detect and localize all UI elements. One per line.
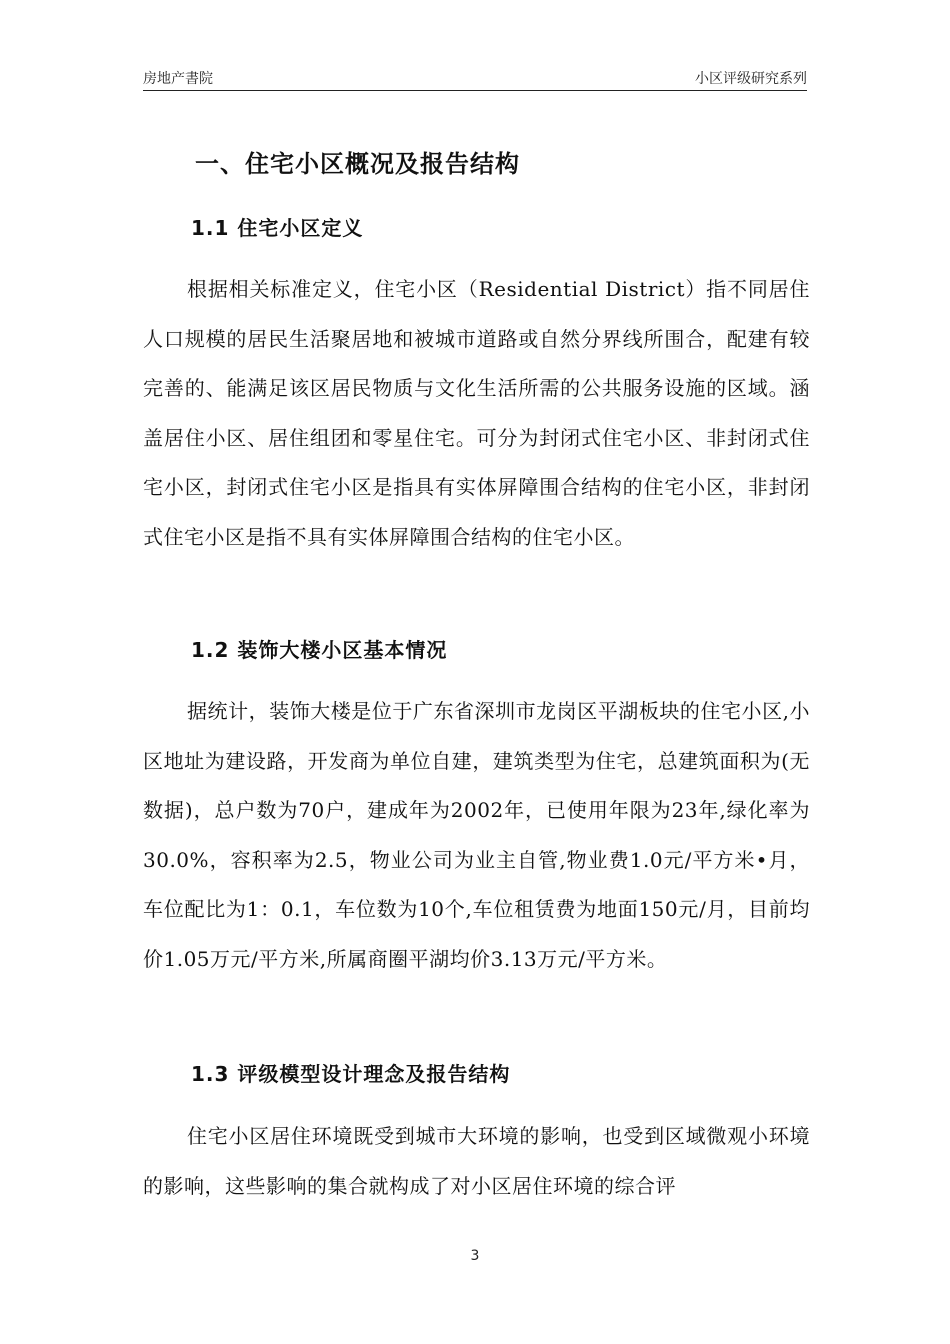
- subsection-heading-1-2: 1.2 装饰大楼小区基本情况: [191, 638, 448, 662]
- page-header: [143, 62, 807, 91]
- subsection-heading-1-1: 1.1 住宅小区定义: [191, 216, 364, 240]
- section-title: 一、住宅小区概况及报告结构: [195, 150, 520, 178]
- header-series-title: 小区评级研究系列: [695, 71, 807, 87]
- page-number: 3: [470, 1248, 480, 1264]
- subsection-heading-1-3: 1.3 评级模型设计理念及报告结构: [191, 1062, 511, 1086]
- header-publisher: 房地产書院: [143, 71, 213, 87]
- paragraph-basic-info: 据统计，装饰大楼是位于广东省深圳市龙岗区平湖板块的住宅小区,小区地址为建设路，开发商为单位自建，建筑类型为住宅，总建筑面积为(无数据)，总户数为70户，建成年为2002年，已使用年限为23年,绿化率为30.0%，容积率为2.5，物业公司为业主自管,物业费1.0元/平方米•月，车位配比为1：0.1，车位数为10个,车位租赁费为地面150元/月，目前均价1.05万元/平方米,所属商圈平湖均价3.13万元/平方米。: [143, 699, 810, 971]
- paragraph-definition: 根据相关标准定义，住宅小区（Residential District）指不同居住人口规模的居民生活聚居地和被城市道路或自然分界线所围合，配建有较完善的、能满足该区居民物质与文化生活所需的公共服务设施的区域。涵盖居住小区、居住组团和零星住宅。可分为封闭式住宅小区、非封闭式住宅小区，封闭式住宅小区是指具有实体屏障围合结构的住宅小区，非封闭式住宅小区是指不具有实体屏障围合结构的住宅小区。: [143, 277, 810, 549]
- paragraph-model-design: 住宅小区居住环境既受到城市大环境的影响，也受到区域微观小环境的影响，这些影响的集合就构成了对小区居住环境的综合评: [143, 1124, 810, 1198]
